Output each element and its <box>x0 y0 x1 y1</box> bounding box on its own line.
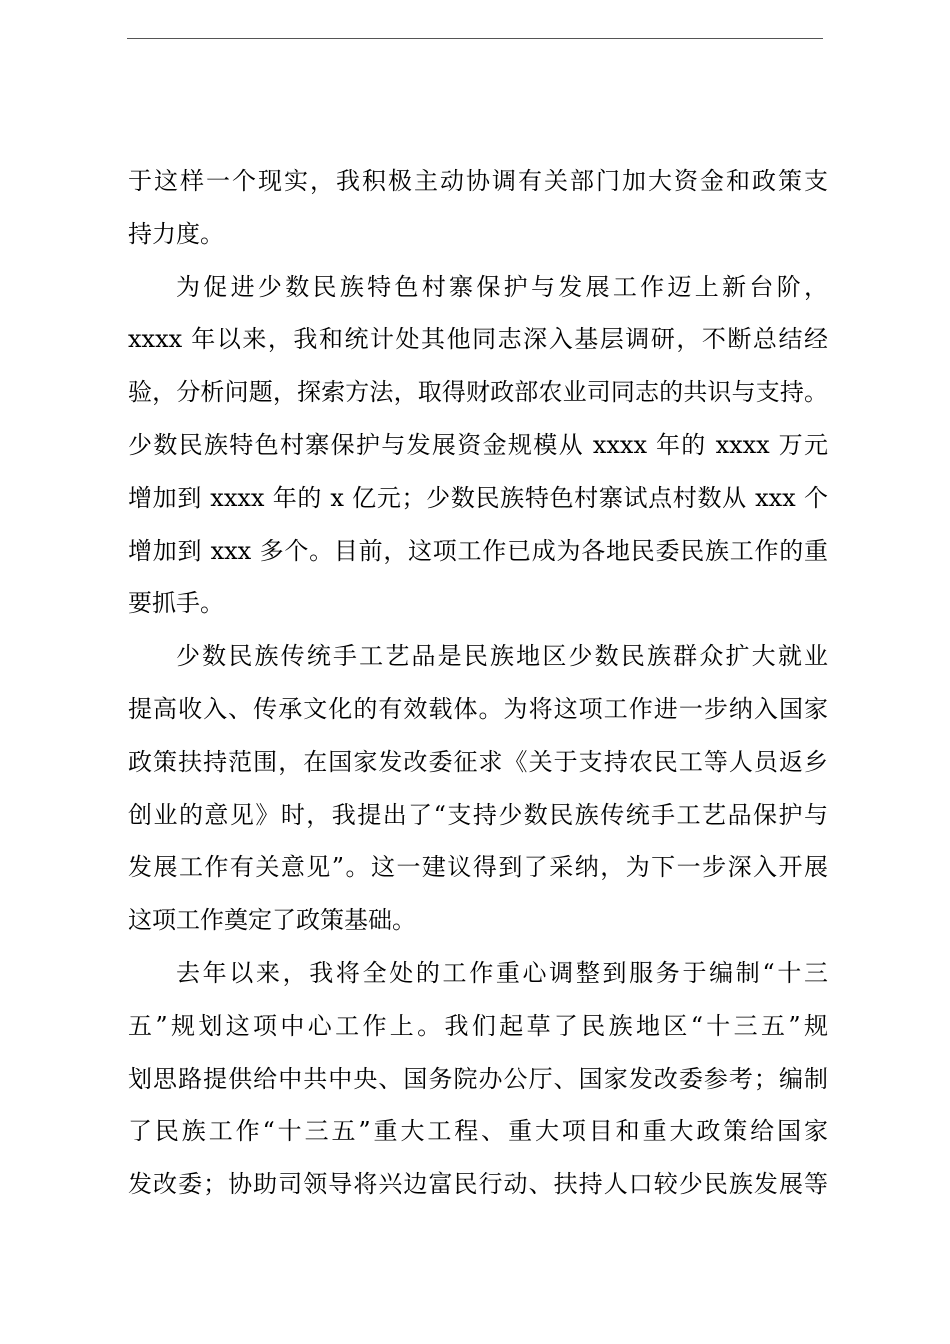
text-line: 少数民族特色村寨保护与发展资金规模从 xxxx 年的 xxxx 万元 <box>128 430 828 459</box>
text-line: 政策扶持范围，在国家发改委征求《关于支持农民工等人员返乡 <box>128 747 828 776</box>
text-line: 增加到 xxx 多个。目前，这项工作已成为各地民委民族工作的重 <box>128 536 828 565</box>
text-line: 创业的意见》时，我提出了“支持少数民族传统手工艺品保护与 <box>128 800 828 829</box>
text-line: 持力度。 <box>128 219 224 248</box>
document-body <box>128 155 828 1211</box>
paragraph-start-line: 少数民族传统手工艺品是民族地区少数民族群众扩大就业 <box>176 642 828 671</box>
text-line: 这项工作奠定了政策基础。 <box>128 906 416 935</box>
header-rule <box>127 38 823 39</box>
text-line: 要抓手。 <box>128 589 224 618</box>
text-line: 五”规划这项中心工作上。我们起草了民族地区“十三五”规 <box>128 1011 828 1040</box>
text-line: 验，分析问题，探索方法，取得财政部农业司同志的共识与支持。 <box>128 378 828 407</box>
text-line: 提高收入、传承文化的有效载体。为将这项工作进一步纳入国家 <box>128 694 828 723</box>
text-line: xxxx 年以来，我和统计处其他同志深入基层调研，不断总结经 <box>128 325 828 354</box>
text-line: 于这样一个现实，我积极主动协调有关部门加大资金和政策支 <box>128 167 828 195</box>
text-line: 发改委；协助司领导将兴边富民行动、扶持人口较少民族发展等 <box>128 1170 828 1199</box>
paragraph-start-line: 为促进少数民族特色村寨保护与发展工作迈上新台阶， <box>176 272 828 301</box>
paragraph-start-line: 去年以来，我将全处的工作重心调整到服务于编制“十三 <box>176 958 828 987</box>
text-line: 发展工作有关意见”。这一建议得到了采纳，为下一步深入开展 <box>128 853 828 882</box>
text-line: 了民族工作“十三五”重大工程、重大项目和重大政策给国家 <box>128 1117 828 1146</box>
text-line: 增加到 xxxx 年的 x 亿元；少数民族特色村寨试点村数从 xxx 个 <box>128 483 828 512</box>
text-line: 划思路提供给中共中央、国务院办公厅、国家发改委参考；编制 <box>128 1064 828 1093</box>
